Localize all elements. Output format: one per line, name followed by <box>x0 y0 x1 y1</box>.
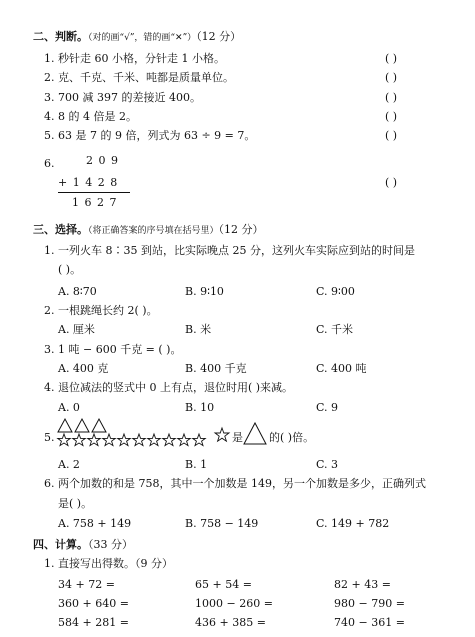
calc-2-1[interactable]: 360 + 640 = <box>58 597 129 610</box>
q5-option-a[interactable]: A. 2 <box>58 458 80 471</box>
calc-1-2[interactable]: 65 + 54 = <box>195 578 252 591</box>
section4-title <box>33 538 133 552</box>
judge-item-1: 1. 秒针走 60 小格，分针走 1 小格。 <box>44 52 225 65</box>
q1-option-b[interactable]: B. 9∶10 <box>185 285 224 298</box>
q2-option-a[interactable]: A. 厘米 <box>58 323 95 336</box>
star-icon <box>193 434 206 446</box>
judge-answer-6[interactable]: ( ) <box>385 176 398 189</box>
judge-answer-3[interactable]: ( ) <box>385 91 398 104</box>
vertical-result: 1 6 2 7 <box>72 196 118 209</box>
q5-option-c[interactable]: C. 3 <box>316 458 339 471</box>
calc-3-2[interactable]: 436 + 385 = <box>195 616 266 629</box>
section2-title <box>33 30 241 45</box>
q2-option-b[interactable]: B. 米 <box>185 323 212 336</box>
q3-option-a[interactable]: A. 400 克 <box>58 362 109 375</box>
q5-text-de[interactable]: 的( )倍。 <box>269 431 315 444</box>
calc-2-2[interactable]: 1000 − 260 = <box>195 597 273 610</box>
calc-1-1[interactable]: 34 + 72 = <box>58 578 115 591</box>
judge-item-2: 2. 克、千克、千米、吨都是质量单位。 <box>44 71 234 84</box>
q4-stem: 4. 退位减法的竖式中 0 上有点，退位时用( )来减。 <box>44 381 294 394</box>
section2-score: （12 分） <box>196 30 242 43</box>
star-icon <box>163 434 176 446</box>
triangle-icon <box>244 423 266 444</box>
q5-text-shi: 是 <box>232 431 243 444</box>
q3-stem: 3. 1 吨 − 600 千克 = ( )。 <box>44 343 182 356</box>
q1-option-a[interactable]: A. 8∶70 <box>58 285 97 298</box>
calc-1-3[interactable]: 82 + 43 = <box>334 578 391 591</box>
section2-note: （对的画“√”，错的画“✕”） <box>88 33 197 43</box>
section3-heading: 三、选择。 <box>33 223 88 236</box>
section3-title <box>33 223 264 238</box>
star-icon <box>118 434 131 446</box>
q2-stem: 2. 一根跳绳长约 2( )。 <box>44 304 158 317</box>
vertical-line <box>58 192 130 193</box>
star-icon <box>88 434 101 446</box>
star-icon <box>73 434 86 446</box>
judge-answer-1[interactable]: ( ) <box>385 52 398 65</box>
calc-q1-title: 1. 直接写出得数。（9 分） <box>44 557 173 570</box>
q6-option-c[interactable]: C. 149 + 782 <box>316 517 390 530</box>
star-icon <box>133 434 146 446</box>
judge-answer-2[interactable]: ( ) <box>385 71 398 84</box>
section2-heading: 二、判断。 <box>33 30 88 43</box>
q6-option-b[interactable]: B. 758 − 149 <box>185 517 259 530</box>
q2-option-c[interactable]: C. 千米 <box>316 323 354 336</box>
calc-3-1[interactable]: 584 + 281 = <box>58 616 129 629</box>
calc-2-3[interactable]: 980 − 790 = <box>334 597 405 610</box>
judge-item-6: 6. <box>44 157 55 170</box>
star-icon <box>58 434 71 446</box>
section4-score: （33 分） <box>88 538 133 551</box>
judge-item-4: 4. 8 的 4 倍是 2。 <box>44 110 137 123</box>
q1-line2[interactable]: ( )。 <box>58 263 82 276</box>
section3-score: （12 分） <box>218 223 264 236</box>
calc-3-3[interactable]: 740 − 361 = <box>334 616 405 629</box>
section3-note: （将正确答案的序号填在括号里） <box>88 226 219 236</box>
q4-option-b[interactable]: B. 10 <box>185 401 215 414</box>
star-icon <box>148 434 161 446</box>
star-icon <box>103 434 116 446</box>
triangle-icon <box>58 419 106 432</box>
star-icon <box>178 434 191 446</box>
judge-item-5: 5. 63 是 7 的 9 倍，列式为 63 ÷ 9 = 7。 <box>44 129 256 142</box>
q1-line1: 1. 一列火车 8∶35 到站，比实际晚点 25 分，这列火车实际应到站的时间是 <box>44 244 415 257</box>
q3-option-b[interactable]: B. 400 千克 <box>185 362 247 375</box>
q5-number: 5. <box>44 431 55 444</box>
vertical-row2: + 1 4 2 8 <box>58 176 119 189</box>
section4-heading: 四、计算。 <box>33 538 88 551</box>
q4-option-c[interactable]: C. 9 <box>316 401 339 414</box>
judge-answer-5[interactable]: ( ) <box>385 129 398 142</box>
judge-answer-4[interactable]: ( ) <box>385 110 398 123</box>
q5-option-b[interactable]: B. 1 <box>185 458 208 471</box>
q3-option-c[interactable]: C. 400 吨 <box>316 362 367 375</box>
q6-line1: 6. 两个加数的和是 758，其中一个加数是 149，另一个加数是多少，正确列式 <box>44 477 426 490</box>
q6-line2[interactable]: 是( )。 <box>58 497 93 510</box>
q1-option-c[interactable]: C. 9∶00 <box>316 285 355 298</box>
q4-option-a[interactable]: A. 0 <box>58 401 80 414</box>
judge-item-3: 3. 700 减 397 的差接近 400。 <box>44 91 201 104</box>
vertical-row1: 2 0 9 <box>86 154 119 167</box>
q6-option-a[interactable]: A. 758 + 149 <box>58 517 132 530</box>
star-icon <box>215 428 229 441</box>
